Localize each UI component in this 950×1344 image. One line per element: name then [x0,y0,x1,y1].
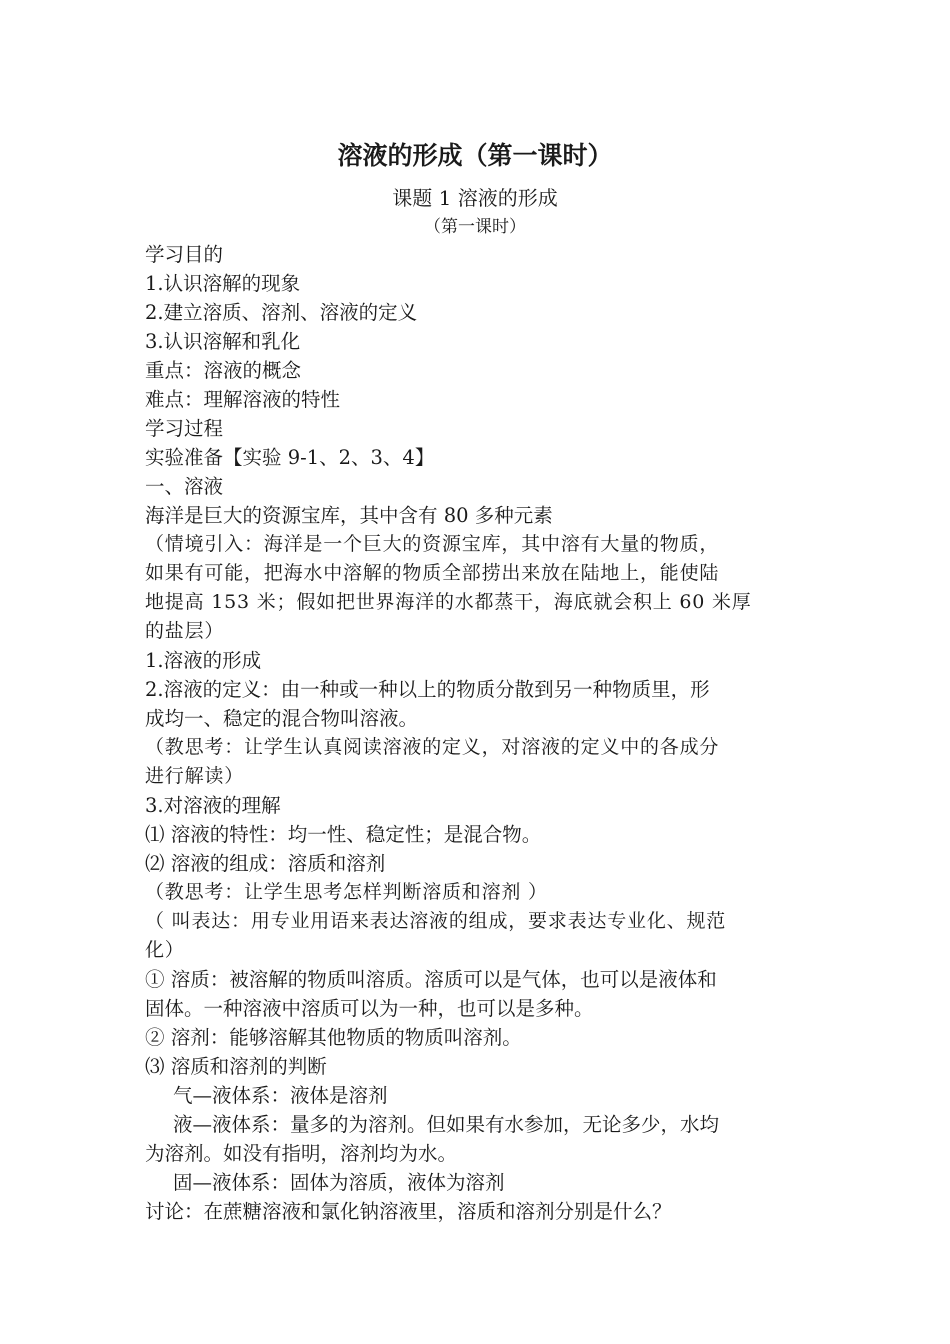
text-line: 1.溶液的形成 [145,649,262,672]
note-line: 进行解读） [145,765,245,787]
text-line: ① 溶质：被溶解的物质叫溶质。溶质可以是气体，也可以是液体和 [145,968,717,991]
note-line: 如果有可能，把海水中溶解的物质全部捞出来放在陆地上，能使陆 [145,562,720,584]
text-line: 3.对溶液的理解 [145,794,281,817]
text-line: 气—液体系：液体是溶剂 [173,1084,388,1107]
document-body [145,240,805,1226]
text-line: ⑶ 溶质和溶剂的判断 [145,1055,327,1078]
text-line: 固体。一种溶液中溶质可以为一种，也可以是多种。 [145,997,594,1020]
text-line: ⑵ 溶液的组成：溶质和溶剂 [145,852,386,875]
document-title: 溶液的形成（第一课时） [337,141,613,170]
text-line: 2.建立溶质、溶剂、溶液的定义 [145,301,418,324]
note-line: 的盐层） [145,620,225,642]
text-line: 3.认识溶解和乳化 [145,330,301,353]
text-line: 成均一、稳定的混合物叫溶液。 [145,707,419,730]
text-line: 一、溶液 [145,475,224,498]
note-line: （教思考：让学生思考怎样判断溶质和溶剂 ） [145,881,548,903]
text-line: ② 溶剂：能够溶解其他物质的物质叫溶剂。 [145,1026,522,1049]
note-line: （ 叫表达：用专业用语来表达溶液的组成，要求表达专业化、规范 [145,910,727,932]
note-line: （情境引入：海洋是一个巨大的资源宝库，其中溶有大量的物质， [145,533,720,555]
text-line: 为溶剂。如没有指明，溶剂均为水。 [145,1142,458,1165]
text-line: 2.溶液的定义：由一种或一种以上的物质分散到另一种物质里，形 [145,678,710,701]
note-line: 化） [145,939,185,961]
text-line: 难点：理解溶液的特性 [145,388,341,411]
text-line: 讨论：在蔗糖溶液和氯化钠溶液里，溶质和溶剂分别是什么？ [145,1200,672,1223]
lesson-period: （第一课时） [424,217,526,237]
text-line: 液—液体系：量多的为溶剂。但如果有水参加，无论多少，水均 [173,1113,720,1136]
text-line: ⑴ 溶液的特性：均一性、稳定性；是混合物。 [145,823,542,846]
text-line: 海洋是巨大的资源宝库，其中含有 80 多种元素 [145,504,553,527]
note-line: （教思考：让学生认真阅读溶液的定义，对溶液的定义中的各成分 [145,736,720,758]
text-line: 重点：溶液的概念 [145,359,302,382]
text-line: 固—液体系：固体为溶质，液体为溶剂 [173,1171,505,1194]
note-line: 地提高 153 米；假如把世界海洋的水都蒸干，海底就会积上 60 米厚 [145,591,752,613]
text-line: 实验准备【实验 9-1、2、3、4】 [145,446,435,469]
text-line: 1.认识溶解的现象 [145,272,301,295]
text-line: 学习目的 [145,243,224,266]
text-line: 学习过程 [145,417,224,440]
lesson-heading: 课题 1 溶液的形成 [392,186,558,210]
